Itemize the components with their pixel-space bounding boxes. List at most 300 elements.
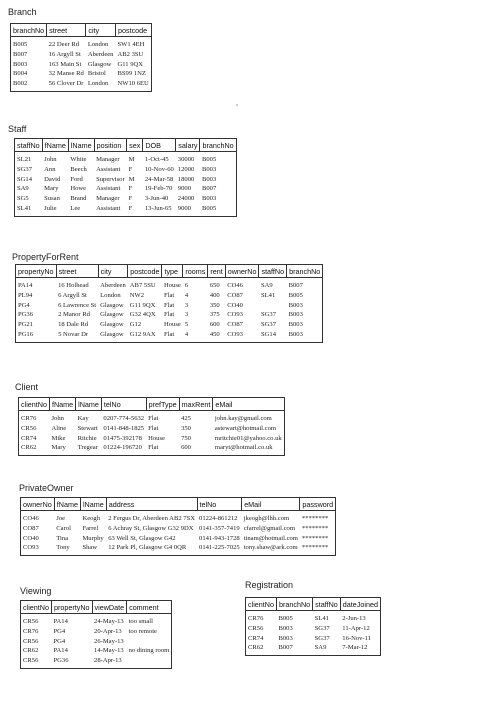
cell-password: ******** xyxy=(301,534,329,542)
cell-datejoined: 2-Jun-13 xyxy=(342,615,366,622)
cell-preftype: Flat xyxy=(148,415,159,422)
cell-branchno: B003 xyxy=(288,330,303,338)
cell-city: Aberdeen xyxy=(87,50,114,58)
table-row xyxy=(16,301,323,311)
column-header-position: position xyxy=(94,139,127,152)
table-row xyxy=(16,310,323,320)
cell-comment: too small xyxy=(128,618,153,625)
cell-position: Assistant xyxy=(96,204,121,212)
cell-lname: Ford xyxy=(70,175,83,183)
cell-dob: 24-Mar-58 xyxy=(144,175,174,183)
column-header-street: street xyxy=(56,265,98,278)
cell-city: Glasgow xyxy=(87,60,112,68)
cell-branchno: B005 xyxy=(278,615,293,622)
column-header-branchno: branchNo xyxy=(11,24,47,37)
column-header-branchno: branchNo xyxy=(287,265,323,278)
cell-clientno: CR74 xyxy=(21,434,37,442)
cell-rooms: 3 xyxy=(184,311,189,319)
table-row xyxy=(21,614,172,627)
column-header-propertyno: propertyNo xyxy=(16,265,57,278)
cell-lname: Farrel xyxy=(82,524,99,532)
cell-type: Flat xyxy=(163,291,175,299)
cell-street: 18 Dale Rd xyxy=(58,321,89,329)
cell-lname: Howe xyxy=(70,185,87,193)
table-row xyxy=(15,184,237,194)
cell-branchno: B005 xyxy=(201,156,217,163)
cell-branchno: B005 xyxy=(201,204,217,212)
cell-fname: Aline xyxy=(51,424,67,432)
cell-ownerno: CO87 xyxy=(23,524,39,532)
cell-postcode: BS99 1NZ xyxy=(117,70,146,78)
cell-branchno: B003 xyxy=(288,301,303,309)
cell-fname: Tina xyxy=(56,534,69,542)
branch-table xyxy=(10,23,152,92)
cell-fname: Tony xyxy=(56,544,70,552)
cell-staffno: SA9 xyxy=(17,185,29,193)
cell-ownerno: CO93 xyxy=(23,544,39,552)
cell-fname: John xyxy=(51,415,64,422)
cell-branchno: B002 xyxy=(13,80,28,88)
column-header-branchno: branchNo xyxy=(276,598,312,611)
cell-clientno: CR56 xyxy=(248,624,264,632)
cell-branchno: B003 xyxy=(201,195,217,203)
column-header-staffno: staffNo xyxy=(259,265,287,278)
cell-propertyno: PL94 xyxy=(18,291,33,299)
cell-staffno: SG5 xyxy=(17,195,29,203)
column-header-lname: lName xyxy=(76,398,102,411)
cell-city: London xyxy=(87,80,109,88)
table-row xyxy=(11,50,152,60)
cell-ownerno: CO46 xyxy=(23,515,39,522)
cell-street: 32 Manse Rd xyxy=(48,70,84,78)
cell-position: Manager xyxy=(96,195,120,203)
column-header-ownerno: ownerNo xyxy=(21,498,55,511)
cell-email: jkeogh@lhh.com xyxy=(243,515,290,522)
cell-street: 163 Main St xyxy=(48,60,82,68)
cell-maxrent: 425 xyxy=(181,415,191,422)
cell-city: Aberdeen xyxy=(100,282,126,289)
table-row xyxy=(11,60,152,70)
cell-postcode: SW1 4EH xyxy=(117,41,145,48)
cell-sex: M xyxy=(128,175,135,183)
cell-salary: 12000 xyxy=(177,165,195,173)
cell-rent: 450 xyxy=(209,330,220,338)
column-header-sex: sex xyxy=(127,139,143,152)
table-row xyxy=(16,291,323,301)
cell-sex: F xyxy=(128,185,133,193)
cell-branchno: B003 xyxy=(278,634,293,642)
column-header-fname: fName xyxy=(49,398,75,411)
header-row xyxy=(11,24,152,37)
cell-branchno: B007 xyxy=(288,282,303,289)
cell-ownerno: CO87 xyxy=(227,321,243,329)
cell-staffno: SG37 xyxy=(260,311,276,319)
cell-lname: Keogh xyxy=(82,515,101,522)
cell-branchno: B003 xyxy=(201,175,217,183)
cell-ownerno: CO93 xyxy=(227,311,243,319)
cell-clientno: CR76 xyxy=(21,415,37,422)
column-header-branchno: branchNo xyxy=(200,139,236,152)
client-table xyxy=(18,397,285,456)
cell-comment: too remote xyxy=(128,627,157,635)
column-header-preftype: prefType xyxy=(146,398,179,411)
cell-branchno: B003 xyxy=(13,60,28,68)
cell-lname: Tregear xyxy=(77,444,98,452)
cell-rent: 350 xyxy=(209,301,220,309)
cell-branchno: B007 xyxy=(278,644,293,652)
cell-staffno: SG37 xyxy=(314,624,330,632)
table-row xyxy=(246,634,381,644)
cell-dob: 10-Nov-60 xyxy=(144,165,174,173)
cell-city: Bristol xyxy=(87,70,106,78)
cell-postcode: NW2 xyxy=(129,291,145,299)
scan-speck xyxy=(236,104,238,106)
cell-propertyno: PG4 xyxy=(53,637,66,645)
cell-maxrent: 350 xyxy=(181,424,191,432)
cell-ownerno: CO93 xyxy=(227,330,243,338)
cell-telno: 01224-861212 xyxy=(199,515,238,522)
cell-sex: F xyxy=(128,195,133,203)
column-header-comment: comment xyxy=(127,601,172,614)
column-header-email: eMail xyxy=(242,498,300,511)
cell-street: 6 Argyll St xyxy=(58,291,87,299)
table-row xyxy=(246,624,381,634)
column-header-salary: salary xyxy=(176,139,200,152)
cell-telno: 01224-196720 xyxy=(103,444,142,452)
cell-email: john.kay@gmail.com xyxy=(214,415,272,422)
cell-propertyno: PG16 xyxy=(18,330,34,338)
column-header-propertyno: propertyNo xyxy=(51,601,92,614)
header-row xyxy=(16,265,323,278)
cell-city: Glasgow xyxy=(100,301,124,309)
cell-lname: Kay xyxy=(77,415,89,422)
header-row xyxy=(15,139,237,152)
cell-postcode: G11 9QX xyxy=(117,60,144,68)
cell-email: mritchie01@yahoo.co.uk xyxy=(214,434,282,442)
cell-staffno: SG37 xyxy=(17,165,33,173)
cell-preftype: Flat xyxy=(148,424,159,432)
cell-street: 6 Lawrence St xyxy=(58,301,97,309)
cell-datejoined: 7-Mar-12 xyxy=(342,644,368,652)
table-row xyxy=(21,646,172,656)
table-row xyxy=(16,330,323,342)
cell-fname: Joe xyxy=(56,515,66,522)
column-header-city: city xyxy=(86,24,116,37)
cell-staffno: SL21 xyxy=(17,156,32,163)
branch-title: Branch xyxy=(8,7,37,17)
column-header-password: password xyxy=(300,498,336,511)
cell-lname: Shaw xyxy=(82,544,98,552)
cell-clientno: CR74 xyxy=(248,634,264,642)
cell-sex: F xyxy=(128,165,133,173)
cell-postcode: NW10 6EU xyxy=(117,80,149,88)
cell-fname: John xyxy=(44,156,57,163)
cell-type: Flat xyxy=(163,330,175,338)
cell-dob: 1-Oct-45 xyxy=(144,156,169,163)
cell-rooms: 3 xyxy=(184,301,189,309)
cell-viewdate: 20-Apr-13 xyxy=(94,627,122,635)
cell-street: 5 Novar Dr xyxy=(58,330,89,338)
cell-viewdate: 26-May-13 xyxy=(94,637,124,645)
table-row xyxy=(21,511,336,524)
table-row xyxy=(21,656,172,668)
cell-address: 6 Achray St, Glasgow G32 9DX xyxy=(108,524,194,532)
cell-city: Glasgow xyxy=(100,321,124,329)
cell-ownerno: CO46 xyxy=(227,282,243,289)
cell-branchno: B007 xyxy=(13,50,28,58)
cell-clientno: CR76 xyxy=(248,615,264,622)
cell-preftype: Flat xyxy=(148,444,159,452)
cell-lname: Lee xyxy=(70,204,81,212)
table-row xyxy=(21,534,336,544)
cell-staffno: SA9 xyxy=(260,282,273,289)
cell-lname: Stewart xyxy=(77,424,98,432)
cell-comment xyxy=(127,637,172,647)
cell-datejoined: 11-Apr-12 xyxy=(342,624,370,632)
cell-sex: M xyxy=(128,156,135,163)
column-header-street: street xyxy=(47,24,86,37)
cell-telno: 0141-357-7419 xyxy=(199,524,240,532)
cell-preftype: House xyxy=(148,434,165,442)
cell-branchno: B007 xyxy=(201,185,217,193)
column-header-rent: rent xyxy=(208,265,225,278)
cell-staffno: SL41 xyxy=(17,204,32,212)
client-title: Client xyxy=(15,382,39,392)
cell-clientno: CR62 xyxy=(23,647,39,655)
cell-email: maryt@hotmail.co.uk xyxy=(214,444,273,452)
cell-street: 56 Clover Dr xyxy=(48,80,84,88)
cell-street: 22 Deer Rd xyxy=(48,41,80,48)
cell-email: tinam@hotmail.com xyxy=(243,534,298,542)
table-row xyxy=(11,79,152,91)
cell-rent: 650 xyxy=(209,282,220,289)
cell-address: 2 Fergus Dr, Aberdeen AB2 7SX xyxy=(108,515,196,522)
cell-telno: 0141-943-1728 xyxy=(199,534,240,542)
cell-position: Assistant xyxy=(96,165,121,173)
cell-lname: Murphy xyxy=(82,534,104,542)
column-header-ownerno: ownerNo xyxy=(225,265,259,278)
cell-staffno: SG14 xyxy=(17,175,33,183)
cell-propertyno: PG21 xyxy=(18,321,34,329)
table-row xyxy=(11,69,152,79)
cell-salary: 9000 xyxy=(177,204,191,212)
cell-dob: 3-Jun-40 xyxy=(144,195,169,203)
cell-fname: Susan xyxy=(44,195,60,203)
column-header-telno: telNo xyxy=(197,498,242,511)
owner-title: PrivateOwner xyxy=(19,483,74,493)
cell-branchno: B003 xyxy=(201,165,217,173)
cell-clientno: CR56 xyxy=(23,637,39,645)
column-header-type: type xyxy=(162,265,183,278)
table-row xyxy=(21,524,336,534)
cell-maxrent: 750 xyxy=(181,434,191,442)
cell-telno: 0141-225-7025 xyxy=(199,544,240,552)
cell-fname: Mary xyxy=(51,444,66,452)
cell-ownerno: CO40 xyxy=(23,534,39,542)
table-row xyxy=(246,643,381,655)
cell-street: 2 Manor Rd xyxy=(58,311,90,319)
cell-branchno: B003 xyxy=(278,624,293,632)
viewing-table xyxy=(20,600,172,669)
cell-ownerno: CO40 xyxy=(227,301,243,309)
table-row xyxy=(11,37,152,50)
column-header-clientno: clientNo xyxy=(246,598,277,611)
table-row xyxy=(15,152,237,165)
cell-propertyno: PG4 xyxy=(53,627,66,635)
cell-telno: 0207-774-5632 xyxy=(103,415,145,422)
table-row xyxy=(21,627,172,637)
cell-rooms: 4 xyxy=(184,291,189,299)
column-header-clientno: clientNo xyxy=(19,398,50,411)
cell-staffno: SG37 xyxy=(314,634,330,642)
cell-salary: 9000 xyxy=(177,185,191,193)
cell-telno: 0141-848-1825 xyxy=(103,424,145,432)
staff-title: Staff xyxy=(8,124,27,134)
cell-position: Manager xyxy=(96,156,120,163)
cell-type: Flat xyxy=(163,311,175,319)
cell-city: London xyxy=(87,41,109,48)
table-row xyxy=(15,204,237,216)
column-header-postcode: postcode xyxy=(115,24,151,37)
header-row xyxy=(246,598,381,611)
cell-address: 63 Well St, Glasgow G42 xyxy=(108,534,176,542)
header-row xyxy=(19,398,285,411)
column-header-address: address xyxy=(106,498,197,511)
cell-rent: 375 xyxy=(209,311,220,319)
column-header-lname: lName xyxy=(68,139,94,152)
cell-sex: F xyxy=(128,204,133,212)
cell-type: Flat xyxy=(163,301,175,309)
cell-rooms: 5 xyxy=(184,321,189,329)
staff-table xyxy=(14,138,237,217)
column-header-fname: fName xyxy=(42,139,68,152)
cell-telno: 01475-392178 xyxy=(103,434,142,442)
cell-staffno: SG37 xyxy=(260,321,276,329)
cell-datejoined: 16-Nov-11 xyxy=(342,634,371,642)
cell-fname: Mary xyxy=(44,185,59,193)
cell-postcode: G12 xyxy=(129,321,142,329)
cell-clientno: CR62 xyxy=(248,644,264,652)
cell-rooms: 4 xyxy=(184,330,189,338)
cell-postcode: G12 9AX xyxy=(129,330,156,338)
cell-fname: Julie xyxy=(44,204,57,212)
cell-branchno: B005 xyxy=(13,41,28,48)
property-title: PropertyForRent xyxy=(12,252,79,262)
cell-city: Glasgow xyxy=(100,330,124,338)
cell-comment xyxy=(127,656,172,668)
cell-propertyno: PG36 xyxy=(53,657,69,665)
column-header-clientno: clientNo xyxy=(21,601,52,614)
cell-propertyno: PA14 xyxy=(53,647,68,655)
cell-propertyno: PA14 xyxy=(53,618,68,625)
column-header-dob: DOB xyxy=(143,139,176,152)
column-header-city: city xyxy=(98,265,128,278)
registration-table xyxy=(245,597,381,656)
cell-email: cfarrel@gmail.com xyxy=(243,524,295,532)
cell-postcode: G32 4QX xyxy=(129,311,156,319)
cell-staffno: SL41 xyxy=(260,291,276,299)
header-row xyxy=(21,498,336,511)
cell-branchno: B004 xyxy=(13,70,28,78)
cell-staffno: SG14 xyxy=(260,330,276,338)
cell-position: Supervisor xyxy=(96,175,125,183)
cell-email: astewart@hotmail.com xyxy=(214,424,277,432)
cell-dob: 19-Feb-70 xyxy=(144,185,173,193)
cell-staffno: SA9 xyxy=(314,644,327,652)
header-row xyxy=(21,601,172,614)
cell-lname: White xyxy=(70,156,87,163)
column-header-email: eMail xyxy=(213,398,284,411)
cell-type: House xyxy=(163,282,181,289)
cell-password: ******** xyxy=(301,515,329,522)
table-row xyxy=(21,543,336,555)
cell-street: 16 Holhead xyxy=(58,282,89,289)
cell-type: House xyxy=(163,321,181,329)
cell-branchno: B003 xyxy=(288,321,303,329)
cell-fname: Mike xyxy=(51,434,66,442)
cell-salary: 30000 xyxy=(177,156,195,163)
cell-position: Assistant xyxy=(96,185,121,193)
cell-rooms: 6 xyxy=(184,282,189,289)
table-row xyxy=(21,637,172,647)
cell-street: 16 Argyll St xyxy=(48,50,81,58)
column-header-rooms: rooms xyxy=(183,265,208,278)
cell-city: Glasgow xyxy=(100,311,124,319)
cell-branchno: B003 xyxy=(288,311,303,319)
cell-propertyno: PA14 xyxy=(18,282,33,289)
cell-postcode: G11 9QX xyxy=(129,301,156,309)
cell-postcode: AB2 3SU xyxy=(117,50,144,58)
cell-viewdate: 28-Apr-13 xyxy=(94,657,122,665)
column-header-fname: fName xyxy=(54,498,80,511)
table-row xyxy=(15,175,237,185)
cell-dob: 13-Jun-65 xyxy=(144,204,172,212)
cell-viewdate: 14-May-13 xyxy=(94,647,124,655)
table-row xyxy=(15,165,237,175)
cell-rent: 600 xyxy=(209,321,220,329)
cell-ownerno: CO87 xyxy=(227,291,243,299)
cell-city: London xyxy=(100,291,121,299)
table-row xyxy=(16,320,323,330)
table-row xyxy=(19,424,285,434)
cell-clientno: CR56 xyxy=(23,618,39,625)
cell-password: ******** xyxy=(301,544,329,552)
owner-table xyxy=(20,497,336,556)
cell-propertyno: PG36 xyxy=(18,311,34,319)
table-row xyxy=(19,443,285,455)
column-header-telno: telNo xyxy=(101,398,146,411)
property-table xyxy=(15,264,323,343)
table-row xyxy=(19,411,285,424)
cell-postcode: AB7 5SU xyxy=(129,282,156,289)
cell-rent: 400 xyxy=(209,291,220,299)
table-row xyxy=(16,278,323,291)
cell-staffno: SL41 xyxy=(314,615,329,622)
column-header-datejoined: dateJoined xyxy=(340,598,380,611)
cell-fname: Carol xyxy=(56,524,71,532)
cell-clientno: CR76 xyxy=(23,627,39,635)
column-header-viewdate: viewDate xyxy=(92,601,127,614)
table-row xyxy=(246,611,381,624)
table-row xyxy=(19,434,285,444)
table-row xyxy=(15,194,237,204)
column-header-postcode: postcode xyxy=(128,265,162,278)
cell-comment: no dining room xyxy=(128,647,170,655)
cell-password: ******** xyxy=(301,524,329,532)
cell-fname: Ann xyxy=(44,165,56,173)
registration-title: Registration xyxy=(245,580,294,590)
cell-salary: 24000 xyxy=(177,195,195,203)
